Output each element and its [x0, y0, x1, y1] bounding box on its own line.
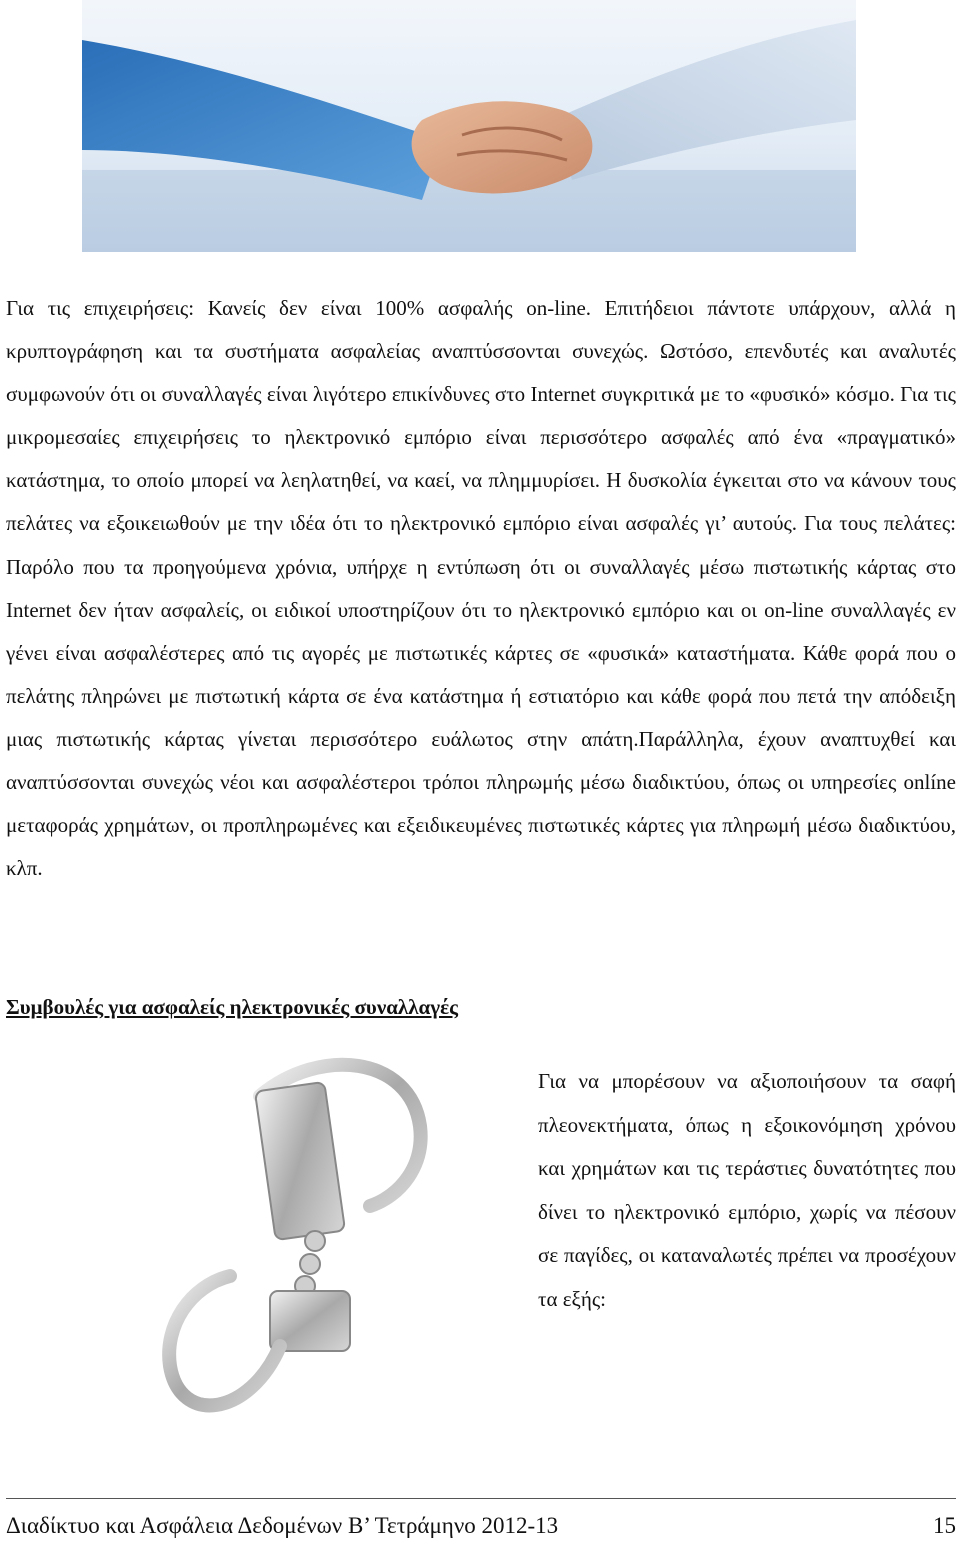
footer-divider — [6, 1498, 956, 1499]
handcuffs-photo — [150, 1036, 480, 1426]
handshake-photo — [82, 0, 856, 252]
page-footer — [6, 1506, 956, 1546]
section-heading: Συμβουλές για ασφαλείς ηλεκτρονικές συναλλαγές — [6, 995, 458, 1019]
footer-title: Διαδίκτυο και Ασφάλεια Δεδομένων Β’ Τετράμηνο 2012-13 — [6, 1513, 559, 1538]
page-number: 15 — [933, 1513, 956, 1538]
main-paragraph: Για τις επιχειρήσεις: Κανείς δεν είναι 100% ασφαλής on-line. Επιτήδειοι πάντοτε υπάρχουν, αλλά η κρυπτογράφηση και τα συστήματα ασφαλείας αναπτύσσονται συνεχώς. Ωστόσο, επενδυτές και αναλυτές συμφωνούν ότι οι συναλλαγές είναι λιγότερο επικίνδυνες στο Internet συγκριτικά με το «φυσικό» κόσμο. Για τις μικρομεσαίες επιχειρήσεις το ηλεκτρονικό εμπόριο είναι περισσότερο ασφαλές από ένα «πραγματικό» κατάστημα, το οποίο μπορεί να λεηλατηθεί, να καεί, να πλημμυρίσει. Η δυσκολία έγκειται στο να κάνουν τους πελάτες να εξοικειωθούν με την ιδέα ότι το ηλεκτρονικό εμπόριο είναι ασφαλές γι’ αυτούς. Για τους πελάτες: Παρόλο που τα προηγούμενα χρόνια, υπήρχε η εντύπωση ότι οι συναλλαγές μέσω πιστωτικής κάρτας στο Internet δεν ήταν ασφαλείς, οι ειδικοί υποστηρίζουν ότι το ηλεκτρονικό εμπόριο και οι on-line συναλλαγές εν γένει είναι ασφαλέστερες από τις αγορές με πιστωτικές κάρτες σε «φυσικά» καταστήματα. Κάθε φορά που ο πελάτης πληρώνει με πιστωτική κάρτα σε ένα κατάστημα ή εστιατόριο και κάθε φορά που πετά την απόδειξη μιας πιστωτικής κάρτας γίνεται περισσότερο ευάλωτος στην απάτη.Παράλληλα, έχουν αναπτυχθεί και αναπτύσσονται συνεχώς νέοι και ασφαλέστεροι τρόποι πληρωμής μέσω διαδικτύου, όπως οι υπηρεσίες onlíne μεταφοράς χρημάτων, οι προπληρωμένες και εξειδικευμένες πιστωτικές κάρτες για πληρωμή μέσω διαδικτύου, κλπ. — [6, 296, 956, 881]
side-paragraph: Για να μπορέσουν να αξιοποιήσουν τα σαφή πλεονεκτήματα, όπως η εξοικονόμηση χρόνου και χρημάτων και τις τεράστιες δυνατότητες που δίνει το ηλεκτρονικό εμπόριο, χωρίς να πέσουν σε παγίδες, οι καταναλωτές πρέπει να προσέχουν τα εξής: — [538, 1069, 956, 1311]
